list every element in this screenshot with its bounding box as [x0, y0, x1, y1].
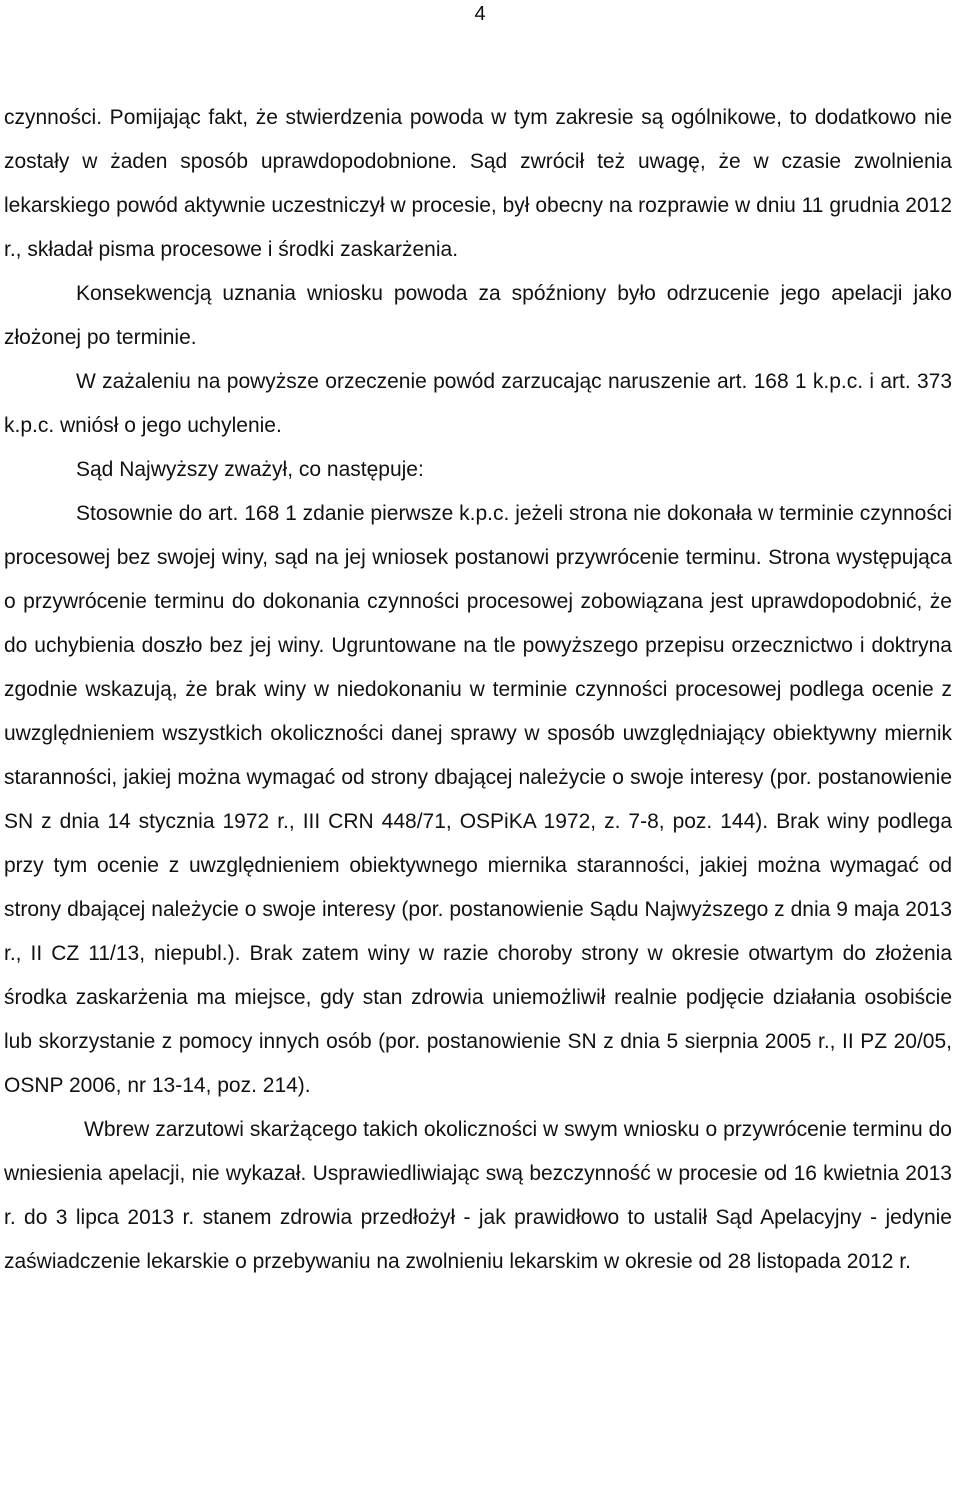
page-number: 4	[474, 3, 486, 25]
paragraph: Stosownie do art. 168 1 zdanie pierwsze k.p.c. jeżeli strona nie dokonała w terminie czynności procesowej bez swojej winy, sąd na jej wniosek postanowi przywrócenie terminu. Strona występująca o przywrócenie terminu do dokonania czynności procesowej zobowiązana jest uprawdopodobnić, że do uchybienia doszło bez jej winy. Ugruntowane na tle powyższego przepisu orzecznictwo i doktryna zgodnie wskazują, że brak winy w niedokonaniu w terminie czynności procesowej podlega ocenie z uwzględnieniem wszystkich okoliczności danej sprawy w sposób uwzględniający obiektywny miernik staranności, jakiej można wymagać od strony dbającej należycie o swoje interesy (por. postanowienie SN z dnia 14 stycznia 1972 r., III CRN 448/71, OSPiKA 1972, z. 7-8, poz. 144). Brak winy podlega przy tym ocenie z uwzględnieniem obiektywnego miernika staranności, jakiej można wymagać od strony dbającej należycie o swoje interesy (por. postanowienie Sądu Najwyższego z dnia 9 maja 2013 r., II CZ 11/13, niepubl.). Brak zatem winy w razie choroby strony w okresie otwartym do złożenia środka zaskarżenia ma miejsce, gdy stan zdrowia uniemożliwił realnie podjęcie działania osobiście lub skorzystanie z pomocy innych osób (por. postanowienie SN z dnia 5 sierpnia 2005 r., II PZ 20/05, OSNP 2006, nr 13-14, poz. 214).	[4, 502, 952, 1097]
paragraph: Konsekwencją uznania wniosku powoda za spóźniony było odrzucenie jego apelacji jako złożonej po terminie.	[4, 282, 952, 349]
paragraph: czynności. Pomijając fakt, że stwierdzenia powoda w tym zakresie są ogólnikowe, to dodatkowo nie zostały w żaden sposób uprawdopodobnione. Sąd zwrócił też uwagę, że w czasie zwolnienia lekarskiego powód aktywnie uczestniczył w procesie, był obecny na rozprawie w dniu 11 grudnia 2012 r., składał pisma procesowe i środki zaskarżenia.	[4, 106, 952, 261]
paragraph: Sąd Najwyższy zważył, co następuje:	[76, 458, 424, 481]
document-body	[4, 96, 952, 1284]
paragraph: Wbrew zarzutowi skarżącego takich okoliczności w swym wniosku o przywrócenie terminu do wniesienia apelacji, nie wykazał. Usprawiedliwiając swą bezczynność w procesie od 16 kwietnia 2013 r. do 3 lipca 2013 r. stanem zdrowia przedłożył - jak prawidłowo to ustalił Sąd Apelacyjny - jedynie zaświadczenie lekarskie o przebywaniu na zwolnieniu lekarskim w okresie od 28 listopada 2012 r.	[4, 1118, 952, 1273]
paragraph: W zażaleniu na powyższe orzeczenie powód zarzucając naruszenie art. 168 1 k.p.c. i art. 373 k.p.c. wniósł o jego uchylenie.	[4, 370, 952, 437]
